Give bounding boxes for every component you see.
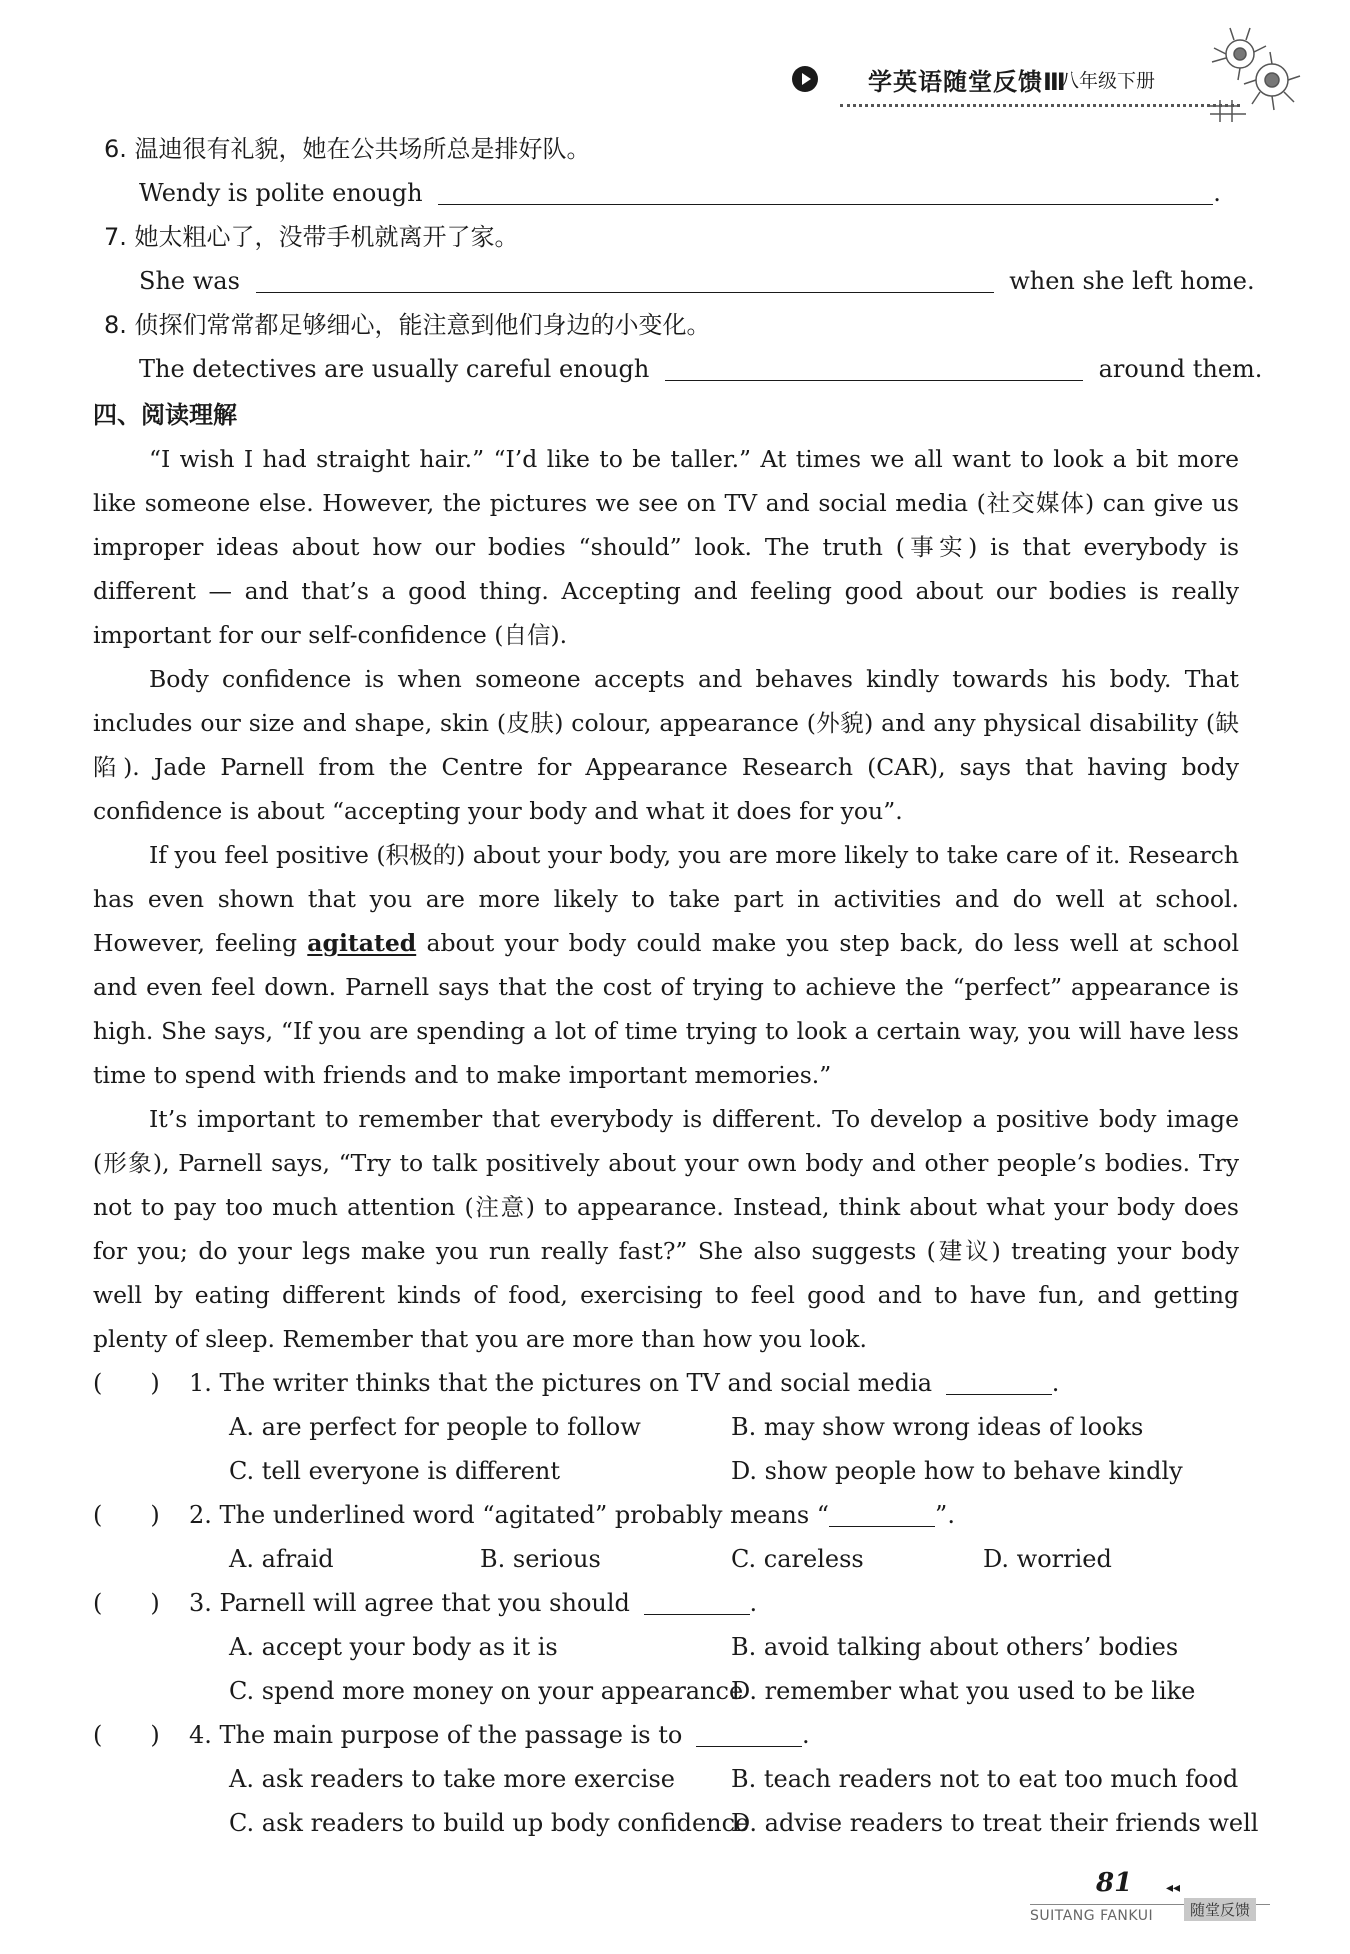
- translation-6-chinese: 6. 温迪很有礼貌，她在公共场所总是排好队。: [104, 135, 591, 163]
- translation-6-english: [139, 171, 1221, 215]
- header-title: 学英语随堂反馈Ⅲ: [868, 68, 1067, 96]
- question-1-blank: [946, 1364, 1052, 1395]
- question-4-blank: [696, 1716, 802, 1747]
- question-1-answer-box[interactable]: ( ): [93, 1369, 160, 1397]
- translation-7-english: [139, 259, 1255, 303]
- translation-8-prompt: The detectives are usually careful enough: [139, 355, 650, 383]
- question-3-end: .: [749, 1589, 758, 1617]
- question-1-end: .: [1051, 1369, 1060, 1397]
- translation-7-prompt: She was: [139, 267, 240, 295]
- double-arrow-left-icon: ◂◂: [1166, 1880, 1181, 1896]
- question-2-blank: [829, 1496, 935, 1527]
- question-2: [93, 1493, 955, 1537]
- question-1-option-c[interactable]: C. tell everyone is different: [229, 1457, 561, 1485]
- translation-8-chinese: 8. 侦探们常常都足够细心，能注意到他们身边的小变化。: [104, 311, 711, 339]
- question-2-option-c[interactable]: C. careless: [731, 1545, 864, 1573]
- header-dotted-rule: [840, 104, 1240, 107]
- page-number: 81: [1096, 1868, 1133, 1898]
- question-4-answer-box[interactable]: ( ): [93, 1721, 160, 1749]
- paragraph-1-text: “I wish I had straight hair.” “I’d like to be taller.” At times we all want to look a bit more like someone else. However, the pictures we see on TV and social media (社交媒体) can give us improper ideas about how our bodies “should” look. The truth (事实) is that everybody is different — and that’s a good thing. Accepting and feeling good about our bodies is really important for our self-confidence (自信).: [93, 445, 1239, 649]
- question-4-stem: 4. The main purpose of the passage is to: [189, 1721, 683, 1749]
- footer-tag: 随堂反馈: [1184, 1898, 1256, 1921]
- translation-8-english: [139, 347, 1262, 391]
- question-4-option-c[interactable]: C. ask readers to build up body confidence: [229, 1809, 750, 1837]
- question-1-option-a[interactable]: A. are perfect for people to follow: [229, 1413, 641, 1441]
- question-2-option-d[interactable]: D. worried: [983, 1545, 1112, 1573]
- paragraph-3-text-start: If you feel positive (积极的) about your body, you are more likely to take care of it. Research has even shown that you are more likely to take part in activities and do well at school. However, feeling: [93, 841, 1239, 957]
- question-2-answer-box[interactable]: ( ): [93, 1501, 160, 1529]
- question-4-option-b[interactable]: B. teach readers not to eat too much food: [731, 1765, 1239, 1793]
- question-3: [93, 1581, 757, 1625]
- sunflower-decoration-icon: [1200, 22, 1310, 132]
- question-1-option-b[interactable]: B. may show wrong ideas of looks: [731, 1413, 1144, 1441]
- header-subtitle: 八年级下册: [1060, 70, 1156, 92]
- section-heading: 四、阅读理解: [93, 401, 237, 429]
- question-3-blank: [644, 1584, 750, 1615]
- question-2-stem: 2. The underlined word “agitated” probably means “: [189, 1501, 830, 1529]
- question-1-option-d[interactable]: D. show people how to behave kindly: [731, 1457, 1183, 1485]
- question-4-option-a[interactable]: A. ask readers to take more exercise: [229, 1765, 675, 1793]
- question-3-option-a[interactable]: A. accept your body as it is: [229, 1633, 558, 1661]
- question-1-stem: 1. The writer thinks that the pictures on TV and social media: [189, 1369, 933, 1397]
- question-2-end: ”.: [935, 1501, 955, 1529]
- passage-paragraph-2: [93, 657, 1239, 833]
- translation-7-blank[interactable]: [256, 262, 994, 293]
- paragraph-2-text: Body confidence is when someone accepts and behaves kindly towards his body. That includes our size and shape, skin (皮肤) colour, appearance (外貌) and any physical disability (缺陷). Jade Parnell from the Centre for Appearance Research (CAR), says that having body confidence is about “accepting your body and what it does for you”.: [93, 665, 1239, 825]
- translation-6-prompt: Wendy is polite enough: [139, 179, 423, 207]
- question-2-option-a[interactable]: A. afraid: [229, 1545, 334, 1573]
- play-icon: [792, 66, 818, 92]
- underlined-word: agitated: [307, 929, 417, 957]
- question-4: [93, 1713, 810, 1757]
- translation-6-blank[interactable]: [438, 174, 1213, 205]
- passage-paragraph-4: [93, 1097, 1239, 1361]
- page-header: [780, 60, 1240, 120]
- question-3-option-d[interactable]: D. remember what you used to be like: [731, 1677, 1196, 1705]
- question-3-option-c[interactable]: C. spend more money on your appearance: [229, 1677, 744, 1705]
- question-3-answer-box[interactable]: ( ): [93, 1589, 160, 1617]
- question-2-option-b[interactable]: B. serious: [480, 1545, 601, 1573]
- passage-paragraph-3: [93, 833, 1239, 1097]
- question-3-option-b[interactable]: B. avoid talking about others’ bodies: [731, 1633, 1179, 1661]
- passage-paragraph-1: [93, 437, 1239, 657]
- translation-6-end: .: [1213, 179, 1221, 207]
- question-3-stem: 3. Parnell will agree that you should: [189, 1589, 630, 1617]
- translation-8-end: around them.: [1098, 355, 1263, 383]
- question-1: [93, 1361, 1059, 1405]
- paragraph-3-text-end: about your body could make you step back, do less well at school and even feel down. Parnell says that the cost of trying to achieve the “perfect” appearance is high. She says, “If you are spending a lot of time trying to look a certain way, you will have less time to spend with friends and to make important memories.”: [93, 929, 1239, 1089]
- translation-8-blank[interactable]: [665, 350, 1083, 381]
- paragraph-4-text: It’s important to remember that everybody is different. To develop a positive body image (形象), Parnell says, “Try to talk positively about your own body and other people’s bodies. Try not to pay too much attention (注意) to appearance. Instead, think about what your body does for you; do your legs make you run really fast?” She also suggests (建议) treating your body well by eating different kinds of food, exercising to feel good and to have fun, and getting plenty of sleep. Remember that you are more than how you look.: [93, 1105, 1239, 1353]
- translation-7-chinese: 7. 她太粗心了，没带手机就离开了家。: [104, 223, 519, 251]
- translation-7-end: when she left home.: [1009, 267, 1255, 295]
- footer-brand: SUITANG FANKUI: [1030, 1908, 1154, 1924]
- question-4-option-d[interactable]: D. advise readers to treat their friends well: [731, 1809, 1259, 1837]
- question-4-end: .: [801, 1721, 810, 1749]
